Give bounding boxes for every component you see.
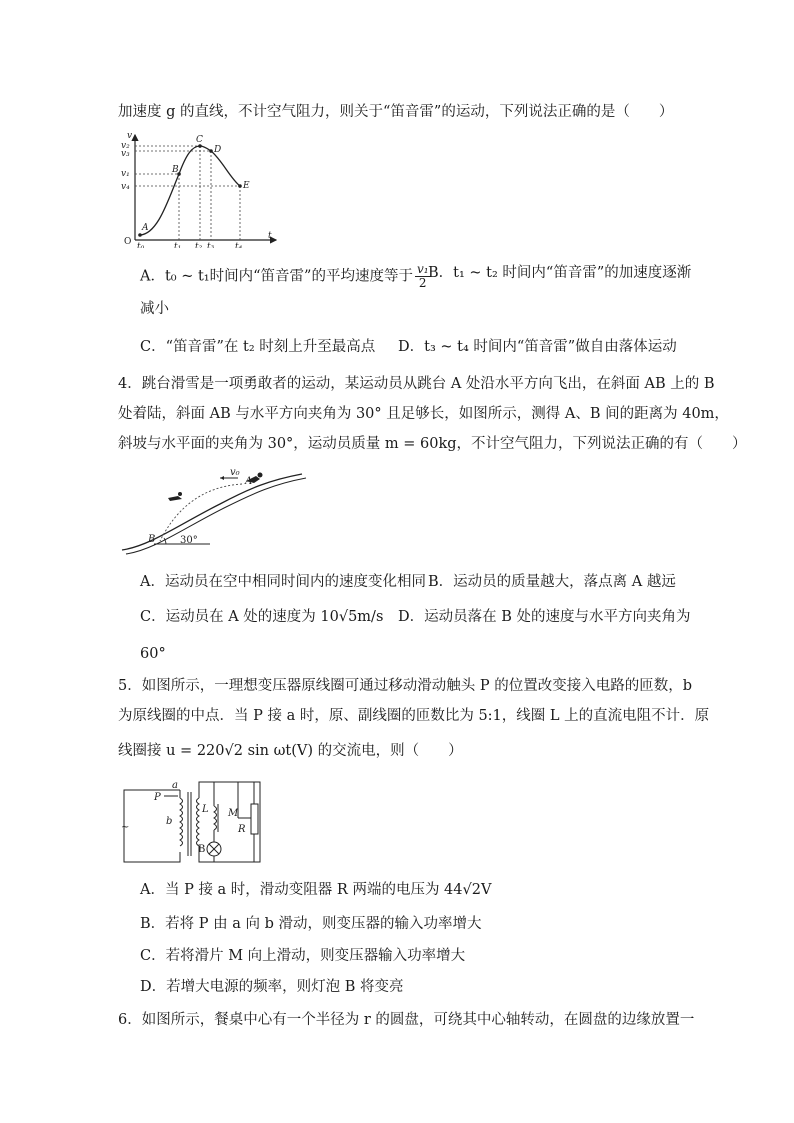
- t-axis-label: t: [268, 231, 272, 241]
- q3-option-a: [140, 263, 433, 290]
- q4-option-c: C．运动员在 A 处的速度为 10√5m/s: [140, 609, 384, 625]
- slider-m-label: M: [228, 808, 239, 819]
- point-label: C: [196, 135, 203, 145]
- angle-label: 30°: [180, 535, 198, 546]
- terminal-b-label: b: [166, 816, 173, 827]
- q5-option-b: B．若将 P 由 a 向 b 滑动，则变压器的输入功率增大: [140, 916, 482, 932]
- q3-vt-graph: [118, 130, 283, 248]
- v-axis-label: v: [127, 131, 133, 141]
- slider-p-label: P: [154, 792, 161, 803]
- q5-option-d: D．若增大电源的频率，则灯泡 B 将变亮: [140, 979, 404, 995]
- t-tick: t₄: [235, 242, 243, 248]
- q3-option-d: D．t₃ ~ t₄ 时间内“笛音雷”做自由落体运动: [398, 339, 677, 355]
- point-b-label: B: [148, 534, 156, 545]
- q5-option-a: A．当 P 接 a 时，滑动变阻器 R 两端的电压为 44√2V: [140, 882, 492, 898]
- q3-option-c: C．“笛音雷”在 t₂ 时刻上升至最高点: [140, 339, 376, 355]
- q4-ski-figure: [120, 466, 310, 556]
- point-label: A: [142, 223, 149, 233]
- q4-line1: 4．跳台滑雪是一项勇敢者的运动，某运动员从跳台 A 处沿水平方向飞出，在斜面 AB 上的 B: [118, 376, 715, 392]
- origin-label: O: [124, 237, 132, 247]
- ac-source-label: ~: [121, 822, 130, 833]
- v0-label: v₀: [230, 467, 240, 478]
- point-a-label: A: [245, 476, 253, 487]
- fraction-numerator: v₁: [416, 262, 429, 276]
- t-tick: t₂: [195, 242, 203, 248]
- t-tick: t₁: [174, 242, 182, 248]
- v-tick: v₂: [121, 141, 130, 151]
- point-label: B: [172, 165, 179, 175]
- v-tick: v₁: [121, 169, 130, 179]
- q4-option-d: D．运动员落在 B 处的速度与水平方向夹角为: [398, 609, 691, 625]
- t-tick: t₃: [207, 242, 215, 248]
- q4-option-d-cont: 60°: [140, 646, 166, 662]
- option-text: A．t₀ ~ t₁时间内“笛音雷”的平均速度等于: [140, 268, 413, 285]
- v-tick: v₄: [121, 182, 130, 192]
- point-label: D: [214, 145, 222, 155]
- q5-line1: 5．如图所示，一理想变压器原线圈可通过移动滑动触头 P 的位置改变接入电路的匝数，b: [118, 678, 692, 694]
- q4-line3: 斜坡与水平面的夹角为 30°，运动员质量 m = 60kg，不计空气阻力，下列说法正确的有（ ）: [118, 436, 747, 452]
- q4-option-a: A．运动员在空中相同时间内的速度变化相同: [140, 574, 426, 590]
- q3-option-b: B．t₁ ~ t₂ 时间内“笛音雷”的加速度逐渐: [428, 265, 692, 281]
- q6-line1: 6．如图所示，餐桌中心有一个半径为 r 的圆盘，可绕其中心轴转动，在圆盘的边缘放置一: [118, 1012, 695, 1028]
- q5-line2: 为原线圈的中点．当 P 接 a 时，原、副线圈的匝数比为 5:1，线圈 L 上的直流电阻不计．原: [118, 708, 710, 724]
- inductor-l-label: L: [202, 804, 209, 815]
- point-label: E: [243, 181, 250, 191]
- terminal-a-label: a: [172, 780, 178, 791]
- t-tick: t₀: [137, 242, 145, 248]
- fraction-denominator: 2: [418, 276, 427, 290]
- rheostat-r-label: R: [238, 824, 246, 835]
- q3-option-b-cont: 减小: [140, 301, 169, 317]
- lamp-b-label: B: [198, 844, 206, 855]
- v-tick: v₃: [121, 149, 130, 159]
- q5-option-c: C．若将滑片 M 向上滑动，则变压器输入功率增大: [140, 948, 466, 964]
- q4-line2: 处着陆，斜面 AB 与水平方向夹角为 30° 且足够长，如图所示，测得 A、B 间的距离为 40m，: [118, 406, 729, 422]
- q5-line3: 线圈接 u = 220√2 sin ωt(V) 的交流电，则（ ）: [118, 743, 463, 759]
- q3-intro: 加速度 g 的直线，不计空气阻力，则关于“笛音雷”的运动，下列说法正确的是（ ）: [118, 104, 674, 120]
- q5-circuit-diagram: [120, 776, 270, 866]
- q4-option-b: B．运动员的质量越大，落点离 A 越远: [428, 574, 676, 590]
